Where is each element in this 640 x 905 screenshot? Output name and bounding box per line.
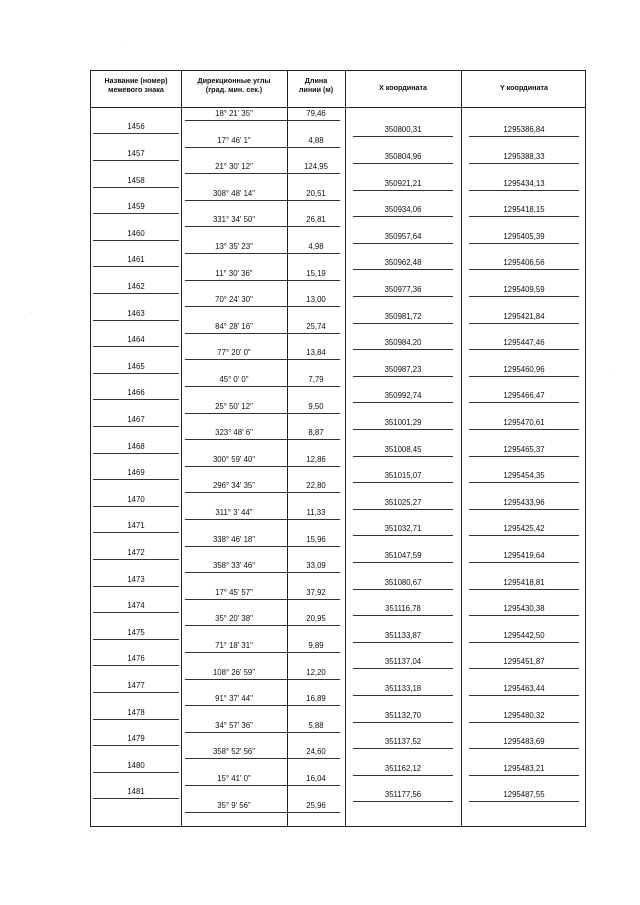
header-y: Y координата <box>500 83 548 92</box>
header-marker: Название (номер) межевого знака <box>104 76 168 94</box>
row-underline <box>93 213 179 214</box>
bearing-cell: 70° 24' 30" <box>215 295 253 305</box>
row-underline <box>93 586 179 587</box>
header-length: Длина линии (м) <box>298 76 334 94</box>
marker-name-cell: 1460 <box>127 228 145 238</box>
row-underline <box>353 775 453 776</box>
row-underline <box>185 519 340 520</box>
row-underline <box>185 333 340 334</box>
row-underline <box>185 652 340 653</box>
length-cell: 8,87 <box>308 428 324 438</box>
length-cell: 12,20 <box>306 667 326 677</box>
marker-name-cell: 1468 <box>127 441 145 451</box>
bearing-cell: 18° 21' 35" <box>215 109 253 118</box>
column-divider <box>181 71 182 826</box>
row-underline <box>93 639 179 640</box>
length-cell: 12,86 <box>306 454 326 464</box>
x-coordinate-cell: 351015,07 <box>384 471 422 481</box>
bearing-cell: 308° 48' 14" <box>212 188 256 198</box>
marker-name-cell: 1462 <box>127 281 145 291</box>
row-underline <box>353 376 453 377</box>
row-underline <box>353 535 453 536</box>
scan-speckle: · <box>30 310 32 316</box>
x-coordinate-cell: 351032,71 <box>384 524 422 534</box>
length-cell: 16,89 <box>306 694 326 704</box>
length-cell: 11,33 <box>306 508 326 517</box>
row-underline <box>185 253 340 254</box>
y-coordinate-cell: 1295480,32 <box>503 710 545 720</box>
x-coordinate-cell: 351162,12 <box>384 763 422 773</box>
marker-name-cell: 1469 <box>127 468 145 478</box>
row-underline <box>353 323 453 324</box>
length-cell: 25,74 <box>306 321 326 331</box>
bearing-cell: 11° 30' 36" <box>215 268 253 278</box>
x-coordinate-cell: 351133,87 <box>384 630 422 640</box>
length-cell: 13,84 <box>306 348 326 358</box>
length-cell: 25,96 <box>306 800 326 810</box>
bearing-cell: 21° 30' 12" <box>215 162 253 172</box>
row-underline <box>353 349 453 350</box>
bearing-cell: 296° 34' 35" <box>212 481 256 491</box>
row-underline <box>353 163 453 164</box>
row-underline <box>353 615 453 616</box>
bearing-cell: 13° 35' 23" <box>215 242 253 251</box>
length-cell: 20,95 <box>306 614 326 624</box>
marker-name-cell: 1474 <box>127 601 145 611</box>
row-underline <box>469 163 579 164</box>
row-underline <box>93 240 179 241</box>
marker-name-cell: 1458 <box>127 175 145 185</box>
row-underline <box>469 376 579 377</box>
length-cell: 9,89 <box>308 641 324 650</box>
row-underline <box>185 812 340 813</box>
bearing-cell: 84° 28' 16" <box>215 321 253 331</box>
x-coordinate-cell: 351047,59 <box>384 550 422 560</box>
bearing-cell: 331° 34' 50" <box>212 215 256 225</box>
row-underline <box>93 133 179 134</box>
length-cell: 15,19 <box>306 268 326 278</box>
row-underline <box>93 665 179 666</box>
y-coordinate-cell: 1295470,61 <box>503 417 545 427</box>
row-underline <box>469 801 579 802</box>
row-underline <box>93 532 179 533</box>
bearing-cell: 17° 45' 57" <box>215 587 253 597</box>
row-underline <box>93 453 179 454</box>
row-underline <box>469 429 579 430</box>
marker-name-cell: 1470 <box>127 494 145 504</box>
row-underline <box>469 349 579 350</box>
row-underline <box>93 346 179 347</box>
row-underline <box>185 226 340 227</box>
header-bearing: Дирекционные углы (град. мин. сек.) <box>197 76 271 94</box>
bearing-cell: 17° 46' 1" <box>217 135 251 145</box>
length-cell: 22,80 <box>306 481 326 491</box>
row-underline <box>469 323 579 324</box>
row-underline <box>469 296 579 297</box>
row-underline <box>469 775 579 776</box>
row-underline <box>185 785 340 786</box>
row-underline <box>353 562 453 563</box>
row-underline <box>185 306 340 307</box>
row-underline <box>469 402 579 403</box>
x-coordinate-cell: 350992,74 <box>384 391 422 401</box>
row-underline <box>185 705 340 706</box>
length-cell: 13,00 <box>306 295 326 305</box>
bearing-cell: 311° 3' 44" <box>215 508 253 517</box>
row-underline <box>93 160 179 161</box>
row-underline <box>185 200 340 201</box>
row-underline <box>93 559 179 560</box>
row-underline <box>469 668 579 669</box>
length-cell: 124,95 <box>304 162 328 172</box>
length-cell: 16,04 <box>306 774 326 783</box>
x-coordinate-cell: 350984,20 <box>384 338 422 348</box>
row-underline <box>185 359 340 360</box>
y-coordinate-cell: 1295418,81 <box>503 577 545 587</box>
row-underline <box>353 216 453 217</box>
y-coordinate-cell: 1295406,56 <box>503 258 545 268</box>
length-cell: 4,88 <box>308 135 324 145</box>
row-underline <box>185 120 340 121</box>
y-coordinate-cell: 1295483,69 <box>503 737 545 747</box>
row-underline <box>185 758 340 759</box>
y-coordinate-cell: 1295454,35 <box>503 471 545 481</box>
row-underline <box>353 722 453 723</box>
x-coordinate-cell: 350800,31 <box>384 125 422 135</box>
row-underline <box>353 668 453 669</box>
bearing-cell: 91° 37' 44" <box>215 694 253 704</box>
x-coordinate-cell: 351137,52 <box>384 737 422 747</box>
bearing-cell: 15° 41' 0" <box>217 774 251 783</box>
marker-name-cell: 1480 <box>127 760 145 770</box>
row-underline <box>185 466 340 467</box>
x-coordinate-cell: 350977,36 <box>384 284 422 294</box>
row-underline <box>93 320 179 321</box>
header-x: X координата <box>378 83 428 92</box>
row-underline <box>469 456 579 457</box>
row-underline <box>185 625 340 626</box>
bearing-cell: 323° 48' 6" <box>215 428 253 438</box>
row-underline <box>185 492 340 493</box>
bearing-cell: 338° 46' 18" <box>212 534 256 544</box>
scan-speckle: · <box>612 370 614 376</box>
row-underline <box>353 456 453 457</box>
row-underline <box>353 509 453 510</box>
y-coordinate-cell: 1295386,84 <box>503 125 545 135</box>
row-underline <box>469 482 579 483</box>
y-coordinate-cell: 1295433,96 <box>503 497 545 507</box>
row-underline <box>353 296 453 297</box>
row-underline <box>185 546 340 547</box>
x-coordinate-cell: 351133,18 <box>384 683 422 693</box>
bearing-cell: 77° 20' 0" <box>217 348 251 358</box>
y-coordinate-cell: 1295447,46 <box>503 338 545 348</box>
row-underline <box>185 173 340 174</box>
marker-name-cell: 1457 <box>127 148 145 158</box>
y-coordinate-cell: 1295409,59 <box>503 284 545 294</box>
bearing-cell: 71° 18' 31" <box>215 641 253 650</box>
length-cell: 79,46 <box>306 109 326 118</box>
x-coordinate-cell: 351008,45 <box>384 444 422 454</box>
row-underline <box>185 679 340 680</box>
row-underline <box>469 243 579 244</box>
row-underline <box>93 426 179 427</box>
row-underline <box>185 386 340 387</box>
marker-name-cell: 1461 <box>127 255 145 265</box>
row-underline <box>469 748 579 749</box>
y-coordinate-cell: 1295465,37 <box>503 444 545 454</box>
row-underline <box>469 136 579 137</box>
marker-name-cell: 1467 <box>127 414 145 424</box>
row-underline <box>353 589 453 590</box>
marker-name-cell: 1471 <box>127 521 145 531</box>
length-cell: 24,60 <box>306 747 326 757</box>
length-cell: 15,96 <box>306 534 326 544</box>
y-coordinate-cell: 1295405,39 <box>503 231 545 241</box>
marker-name-cell: 1472 <box>127 547 145 557</box>
length-cell: 37,92 <box>306 587 326 597</box>
row-underline <box>185 147 340 148</box>
row-underline <box>185 599 340 600</box>
length-cell: 4,98 <box>308 242 324 251</box>
x-coordinate-cell: 350921,21 <box>384 178 422 188</box>
bearing-cell: 25° 50' 12" <box>215 401 253 411</box>
row-underline <box>93 719 179 720</box>
row-underline <box>93 798 179 799</box>
x-coordinate-cell: 351137,04 <box>384 657 422 667</box>
bearing-cell: 358° 52' 56" <box>212 747 256 757</box>
row-underline <box>469 589 579 590</box>
length-cell: 20,51 <box>306 188 326 198</box>
row-underline <box>353 482 453 483</box>
marker-name-cell: 1473 <box>127 574 145 584</box>
row-underline <box>93 266 179 267</box>
row-underline <box>185 572 340 573</box>
y-coordinate-cell: 1295430,38 <box>503 604 545 614</box>
y-coordinate-cell: 1295460,96 <box>503 364 545 374</box>
row-underline <box>93 293 179 294</box>
row-underline <box>469 615 579 616</box>
y-coordinate-cell: 1295421,84 <box>503 311 545 321</box>
x-coordinate-cell: 351025,27 <box>384 497 422 507</box>
row-underline <box>353 801 453 802</box>
marker-name-cell: 1465 <box>127 361 145 371</box>
row-underline <box>353 269 453 270</box>
row-underline <box>469 695 579 696</box>
row-underline <box>353 748 453 749</box>
row-underline <box>353 642 453 643</box>
row-underline <box>93 692 179 693</box>
coordinates-table <box>90 70 586 827</box>
bearing-cell: 45° 0' 0" <box>219 375 249 384</box>
row-underline <box>185 732 340 733</box>
row-underline <box>93 506 179 507</box>
bearing-cell: 358° 33' 46" <box>212 561 256 571</box>
row-underline <box>469 509 579 510</box>
marker-name-cell: 1479 <box>127 734 145 744</box>
row-underline <box>185 280 340 281</box>
row-underline <box>93 399 179 400</box>
marker-name-cell: 1477 <box>127 680 145 690</box>
x-coordinate-cell: 350981,72 <box>384 311 422 321</box>
y-coordinate-cell: 1295434,13 <box>503 178 545 188</box>
row-underline <box>353 402 453 403</box>
x-coordinate-cell: 350934,06 <box>384 205 422 215</box>
row-underline <box>353 429 453 430</box>
bearing-cell: 35° 20' 38" <box>215 614 253 624</box>
y-coordinate-cell: 1295466,47 <box>503 391 545 401</box>
x-coordinate-cell: 351001,29 <box>384 417 422 427</box>
row-underline <box>93 772 179 773</box>
row-underline <box>469 562 579 563</box>
marker-name-cell: 1476 <box>127 654 145 664</box>
row-underline <box>469 722 579 723</box>
row-underline <box>469 216 579 217</box>
length-cell: 26,81 <box>306 215 326 225</box>
y-coordinate-cell: 1295451,87 <box>503 657 545 667</box>
marker-name-cell: 1459 <box>127 202 145 212</box>
y-coordinate-cell: 1295483,21 <box>503 763 545 773</box>
x-coordinate-cell: 350957,64 <box>384 231 422 241</box>
bearing-cell: 34° 57' 36" <box>215 720 253 730</box>
row-underline <box>93 187 179 188</box>
y-coordinate-cell: 1295418,15 <box>503 205 545 215</box>
row-underline <box>93 373 179 374</box>
row-underline <box>93 612 179 613</box>
row-underline <box>353 136 453 137</box>
row-underline <box>469 269 579 270</box>
row-underline <box>93 745 179 746</box>
marker-name-cell: 1478 <box>127 707 145 717</box>
x-coordinate-cell: 350987,23 <box>384 364 422 374</box>
row-underline <box>353 190 453 191</box>
y-coordinate-cell: 1295487,55 <box>503 790 545 800</box>
x-coordinate-cell: 350962,48 <box>384 258 422 268</box>
length-cell: 5,88 <box>308 720 324 730</box>
x-coordinate-cell: 351080,67 <box>384 577 422 587</box>
y-coordinate-cell: 1295463,44 <box>503 683 545 693</box>
scan-speckle: · <box>120 40 122 46</box>
marker-name-cell: 1456 <box>127 122 145 132</box>
row-underline <box>93 479 179 480</box>
marker-name-cell: 1466 <box>127 388 145 398</box>
row-underline <box>185 439 340 440</box>
length-cell: 9,50 <box>308 401 324 411</box>
row-underline <box>469 190 579 191</box>
bearing-cell: 35° 9' 56" <box>217 800 251 810</box>
bearing-cell: 300° 59' 40" <box>212 454 256 464</box>
y-coordinate-cell: 1295425,42 <box>503 524 545 534</box>
bearing-cell: 108° 26' 59" <box>212 667 256 677</box>
marker-name-cell: 1475 <box>127 627 145 637</box>
x-coordinate-cell: 351177,56 <box>384 790 422 800</box>
y-coordinate-cell: 1295419,64 <box>503 550 545 560</box>
x-coordinate-cell: 351116,78 <box>385 604 421 614</box>
row-underline <box>469 642 579 643</box>
row-underline <box>353 695 453 696</box>
marker-name-cell: 1464 <box>127 335 145 345</box>
length-cell: 33,09 <box>306 561 326 571</box>
y-coordinate-cell: 1295388,33 <box>503 151 545 161</box>
y-coordinate-cell: 1295442,50 <box>503 630 545 640</box>
row-underline <box>469 535 579 536</box>
column-divider <box>287 71 288 826</box>
row-underline <box>353 243 453 244</box>
x-coordinate-cell: 351132,70 <box>384 710 422 720</box>
x-coordinate-cell: 350804,96 <box>384 151 422 161</box>
marker-name-cell: 1481 <box>127 787 145 797</box>
row-underline <box>185 413 340 414</box>
marker-name-cell: 1463 <box>127 308 145 318</box>
length-cell: 7,79 <box>308 375 324 384</box>
header-divider <box>91 107 585 108</box>
